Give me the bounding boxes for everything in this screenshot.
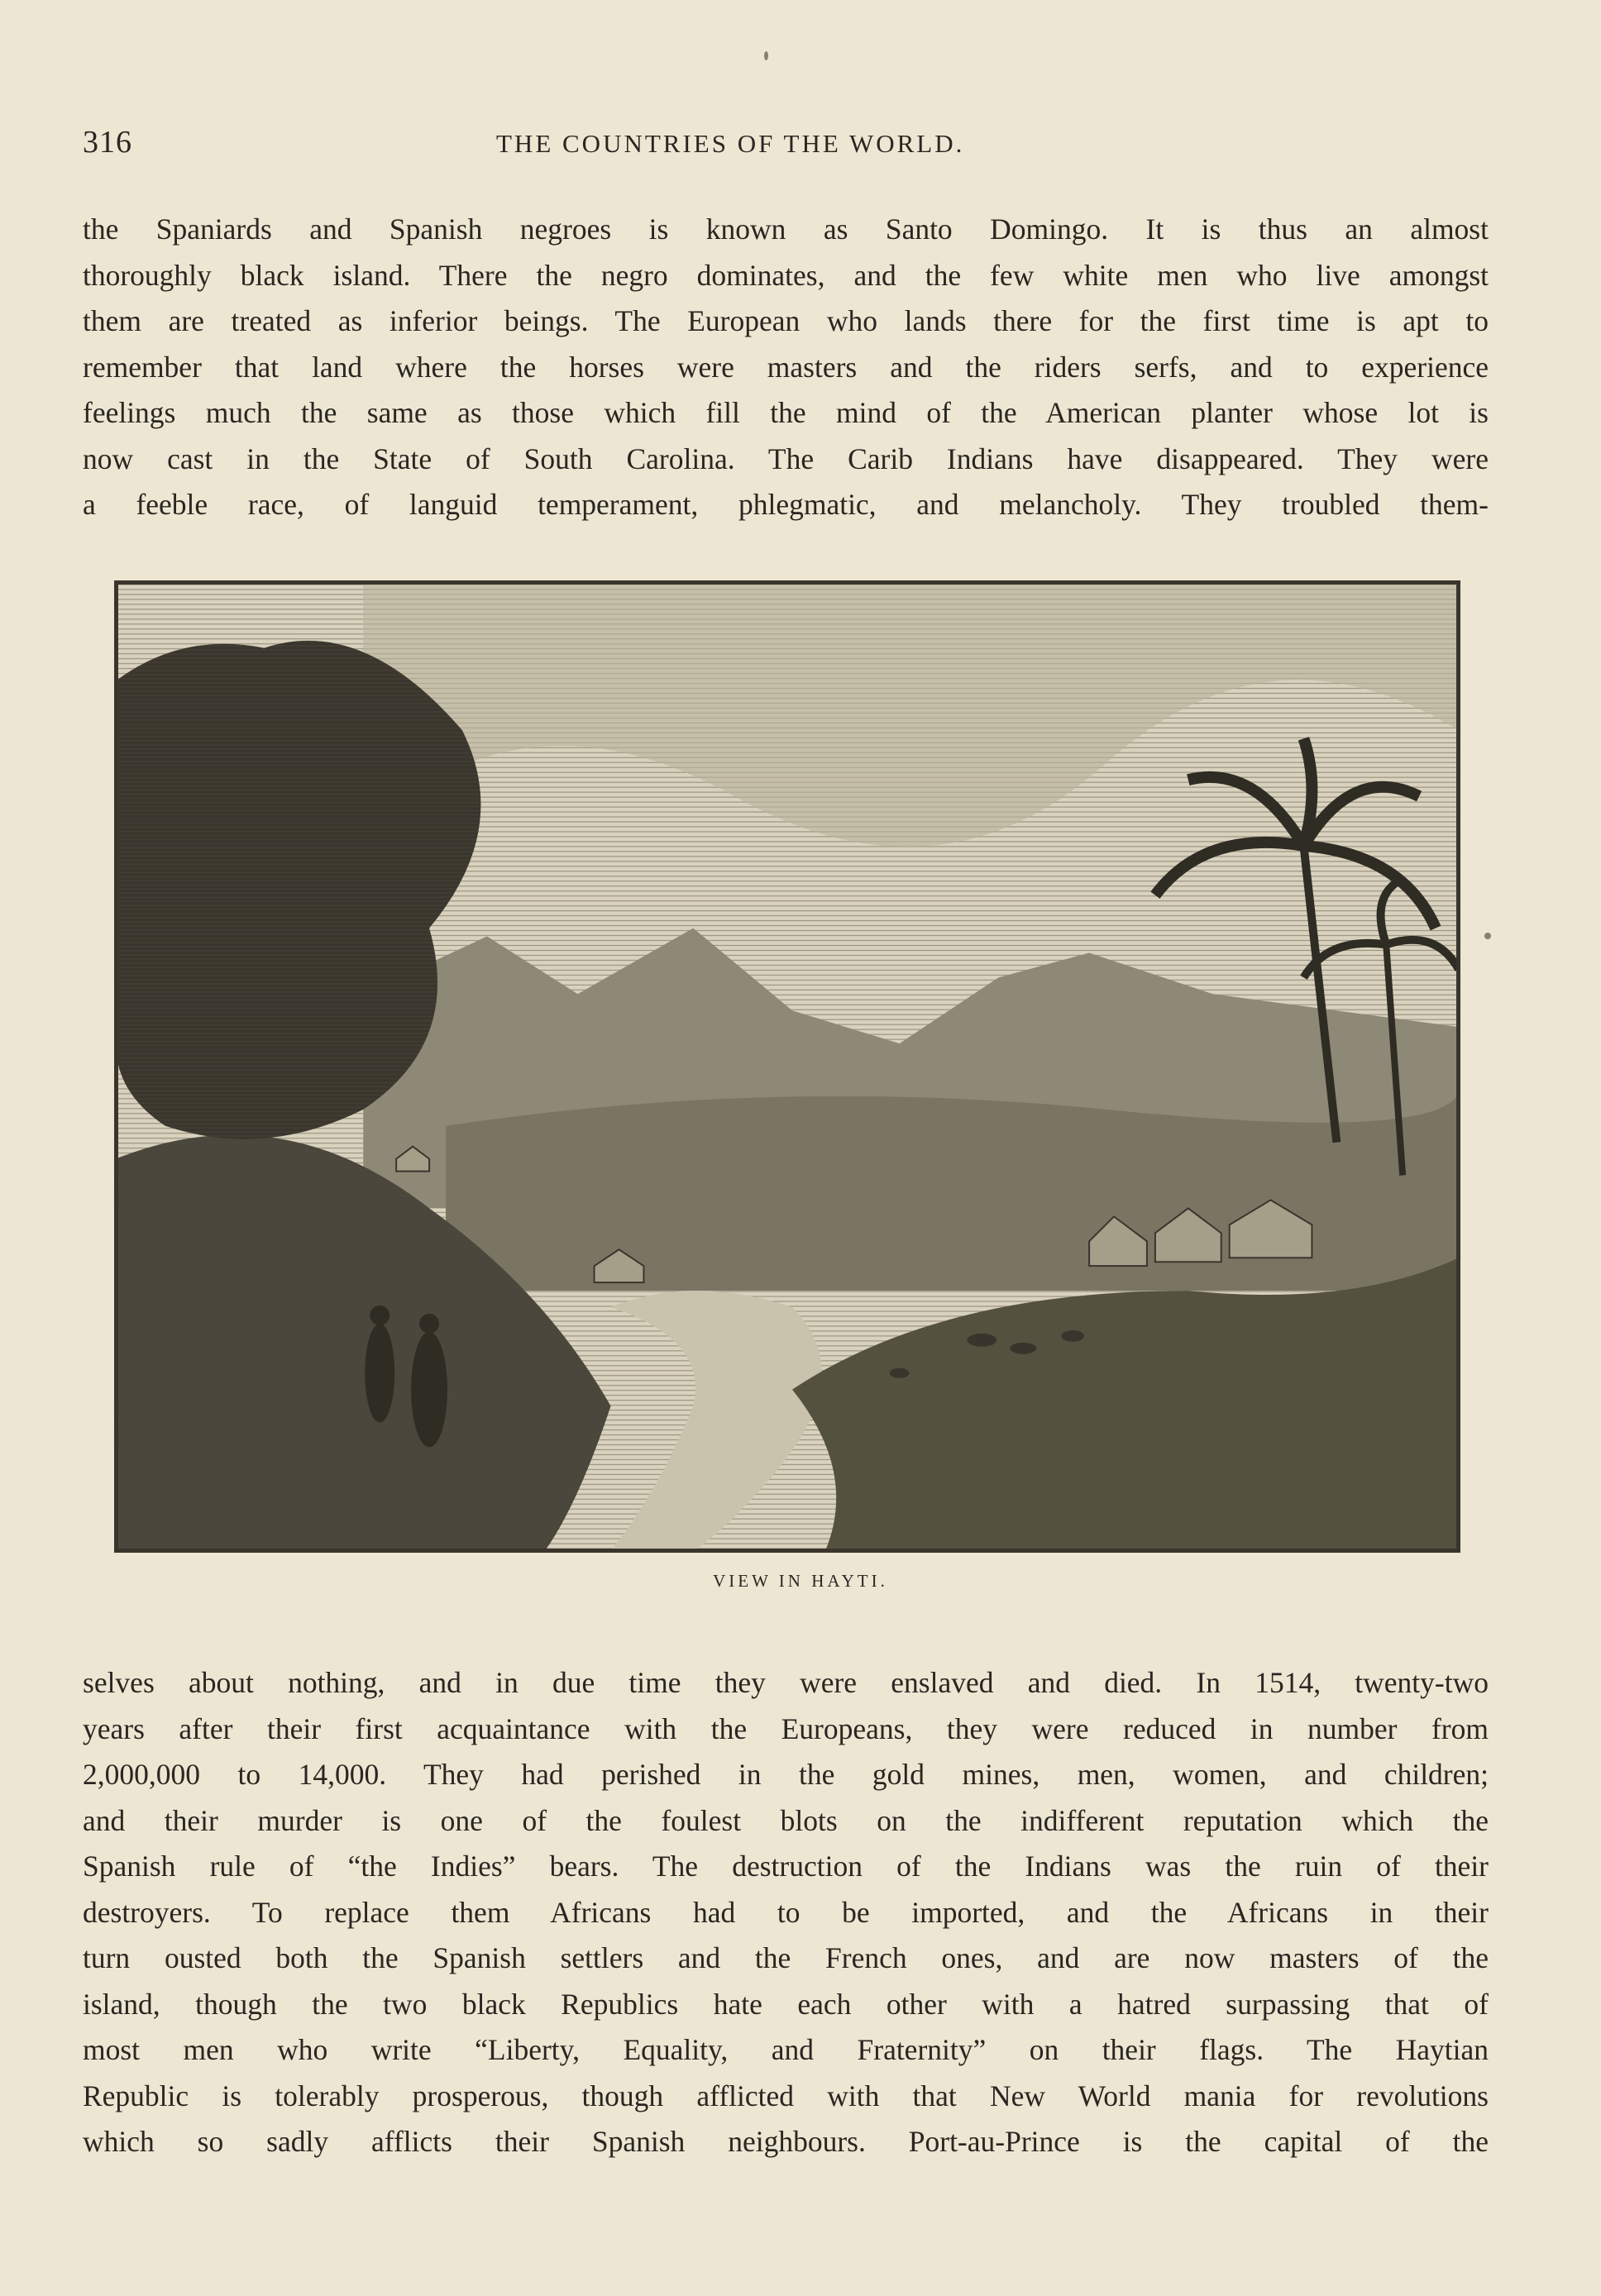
text-line: turn ousted both the Spanish settlers and the French ones, and are now masters of the bbox=[83, 1941, 1489, 1974]
text-line: remember that land where the horses were masters and the riders serfs, and to experience bbox=[83, 350, 1489, 384]
paragraph-top bbox=[83, 207, 1489, 528]
text-line: the Spaniards and Spanish negroes is known as Santo Domingo. It is thus an almost bbox=[83, 212, 1489, 246]
text-line: and their murder is one of the foulest blots on the indifferent reputation which the bbox=[83, 1803, 1489, 1837]
text-line: which so sadly afflicts their Spanish neighbours. Port-au-Prince is the capital of the bbox=[83, 2125, 1489, 2158]
text-line: thoroughly black island. There the negro dominates, and the few white men who live amongst bbox=[83, 258, 1489, 292]
text-line: Republic is tolerably prosperous, though afflicted with that New World mania for revolutions bbox=[83, 2079, 1489, 2112]
figure-caption: VIEW IN HAYTI. bbox=[713, 1571, 888, 1591]
text-line: them are treated as inferior beings. The European who lands there for the first time is apt to bbox=[83, 304, 1489, 337]
paper-speck bbox=[764, 51, 768, 60]
text-line: 2,000,000 to 14,000. They had perished in the gold mines, men, women, and children; bbox=[83, 1758, 1489, 1791]
text-line: destroyers. To replace them Africans had to be imported, and the Africans in their bbox=[83, 1895, 1489, 1929]
text-line: years after their first acquaintance with the Europeans, they were reduced in number from bbox=[83, 1711, 1489, 1745]
landscape-engraving bbox=[116, 582, 1459, 1551]
text-line: island, though the two black Republics hate each other with a hatred surpassing that of bbox=[83, 1987, 1489, 2021]
text-line: most men who write “Liberty, Equality, and Fraternity” on their flags. The Haytian bbox=[83, 2033, 1489, 2066]
text-line: selves about nothing, and in due time they were enslaved and died. In 1514, twenty-two bbox=[83, 1666, 1489, 1699]
text-line: a feeble race, of languid temperament, phlegmatic, and melancholy. They troubled them- bbox=[83, 488, 1489, 521]
text-line: Spanish rule of “the Indies” bears. The destruction of the Indians was the ruin of their bbox=[83, 1850, 1489, 1883]
text-line: feelings much the same as those which fill the mind of the American planter whose lot is bbox=[83, 396, 1489, 429]
page-number: 316 bbox=[83, 125, 132, 160]
engraving-illustration bbox=[114, 580, 1460, 1553]
text-line: now cast in the State of South Carolina. The Carib Indians have disappeared. They were bbox=[83, 442, 1489, 475]
valley-floor bbox=[446, 1093, 1459, 1291]
paragraph-bottom bbox=[83, 1660, 1489, 2165]
paper-speck bbox=[1484, 933, 1491, 939]
running-head: THE COUNTRIES OF THE WORLD. bbox=[496, 129, 965, 158]
